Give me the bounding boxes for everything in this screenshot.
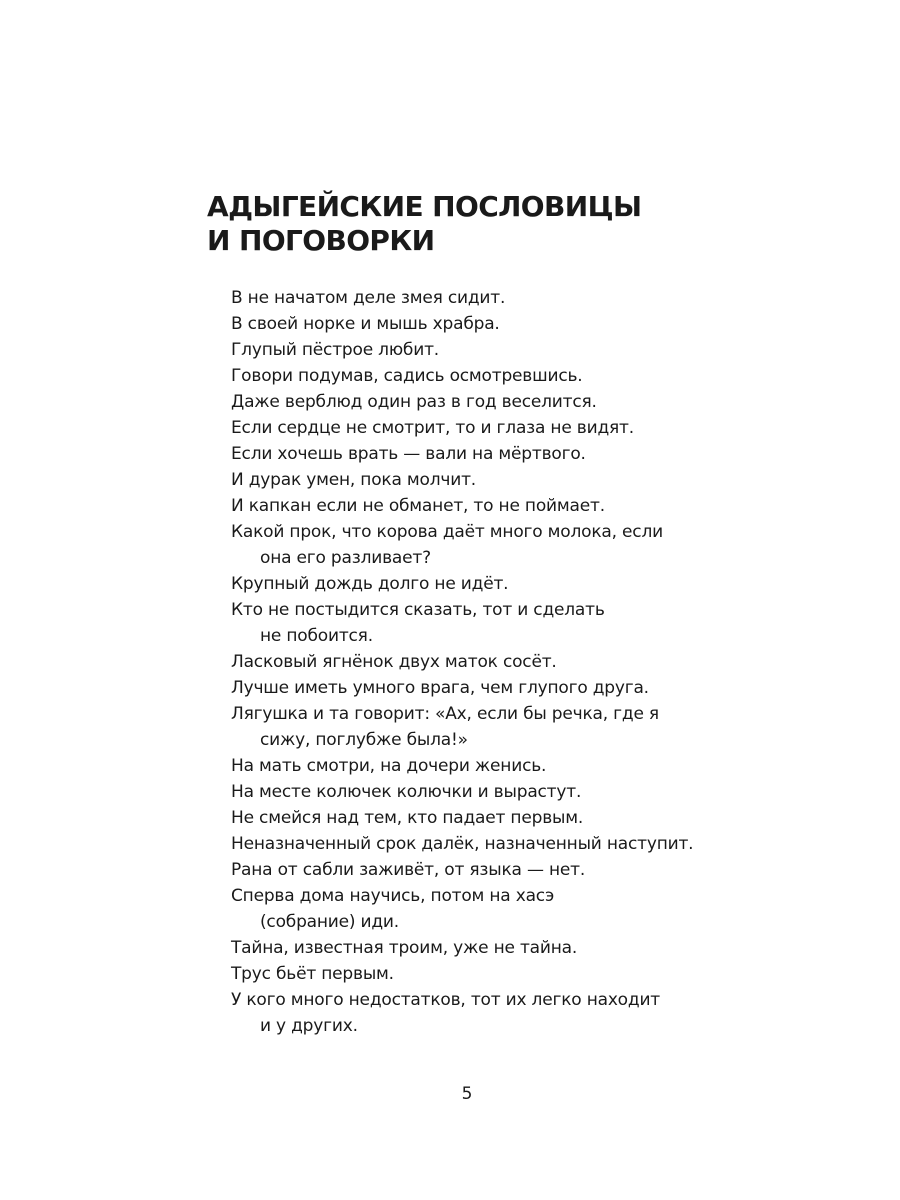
proverb-item — [231, 415, 751, 441]
page-title — [207, 190, 767, 258]
proverb-item — [231, 519, 751, 571]
proverb-item — [231, 883, 751, 935]
proverb-item — [231, 961, 751, 987]
proverb-text: Крупный дождь долго не идёт. — [231, 574, 509, 594]
proverb-item — [231, 337, 751, 363]
proverb-text: Говори подумав, садись осмотревшись. — [231, 366, 583, 386]
proverb-text: Даже верблюд один раз в год веселится. — [231, 392, 597, 412]
proverb-text: Тайна, известная троим, уже не тайна. — [231, 938, 578, 958]
proverb-item — [231, 857, 751, 883]
proverb-item — [231, 441, 751, 467]
proverb-text: Сперва дома научись, потом на хасэ — [231, 886, 555, 906]
proverb-text: Не смейся над тем, кто падает первым. — [231, 808, 584, 828]
proverb-item — [231, 675, 751, 701]
proverb-text: В своей норке и мышь храбра. — [231, 314, 500, 334]
proverb-item — [231, 935, 751, 961]
proverb-item — [231, 779, 751, 805]
proverb-text: На месте колючек колючки и вырастут. — [231, 782, 582, 802]
proverb-item — [231, 753, 751, 779]
proverb-text: Неназначенный срок далёк, назначенный наступит. — [231, 834, 694, 854]
proverb-continuation: и у других. — [260, 1016, 358, 1036]
proverb-text: И капкан если не обманет, то не поймает. — [231, 496, 605, 516]
title-line-2: И ПОГОВОРКИ — [207, 224, 435, 257]
proverb-item — [231, 493, 751, 519]
proverb-continuation: не побоится. — [260, 626, 373, 646]
proverb-continuation: она его разливает? — [260, 548, 431, 568]
proverb-continuation: (собрание) иди. — [260, 912, 399, 932]
proverb-item — [231, 311, 751, 337]
proverb-item — [231, 805, 751, 831]
proverb-item — [231, 285, 751, 311]
proverb-text: Лучше иметь умного врага, чем глупого друга. — [231, 678, 649, 698]
proverb-item — [231, 597, 751, 649]
page-number: 5 — [461, 1084, 473, 1104]
proverb-text: У кого много недостатков, тот их легко находит — [231, 990, 660, 1010]
proverb-item — [231, 363, 751, 389]
proverb-text: Ласковый ягнёнок двух маток сосёт. — [231, 652, 557, 672]
proverb-text: В не начатом деле змея сидит. — [231, 288, 506, 308]
proverb-item — [231, 831, 751, 857]
proverb-continuation: сижу, поглубже была!» — [260, 730, 468, 750]
proverb-item — [231, 987, 751, 1039]
proverb-item — [231, 701, 751, 753]
proverb-text: Если сердце не смотрит, то и глаза не видят. — [231, 418, 634, 438]
proverb-item — [231, 649, 751, 675]
title-line-1: АДЫГЕЙСКИЕ ПОСЛОВИЦЫ — [207, 190, 642, 223]
proverb-text: И дурак умен, пока молчит. — [231, 470, 476, 490]
proverb-text: Глупый пёстрое любит. — [231, 340, 439, 360]
proverb-text: Кто не постыдится сказать, тот и сделать — [231, 600, 605, 620]
proverb-text: Рана от сабли заживёт, от языка — нет. — [231, 860, 586, 880]
proverb-text: Трус бьёт первым. — [231, 964, 394, 984]
proverb-text: На мать смотри, на дочери женись. — [231, 756, 547, 776]
proverb-list — [231, 285, 751, 1039]
proverb-text: Если хочешь врать — вали на мёртвого. — [231, 444, 586, 464]
proverb-item — [231, 467, 751, 493]
proverb-item — [231, 571, 751, 597]
proverb-item — [231, 389, 751, 415]
proverb-text: Лягушка и та говорит: «Ах, если бы речка, где я — [231, 704, 659, 724]
proverb-text: Какой прок, что корова даёт много молока, если — [231, 522, 663, 542]
